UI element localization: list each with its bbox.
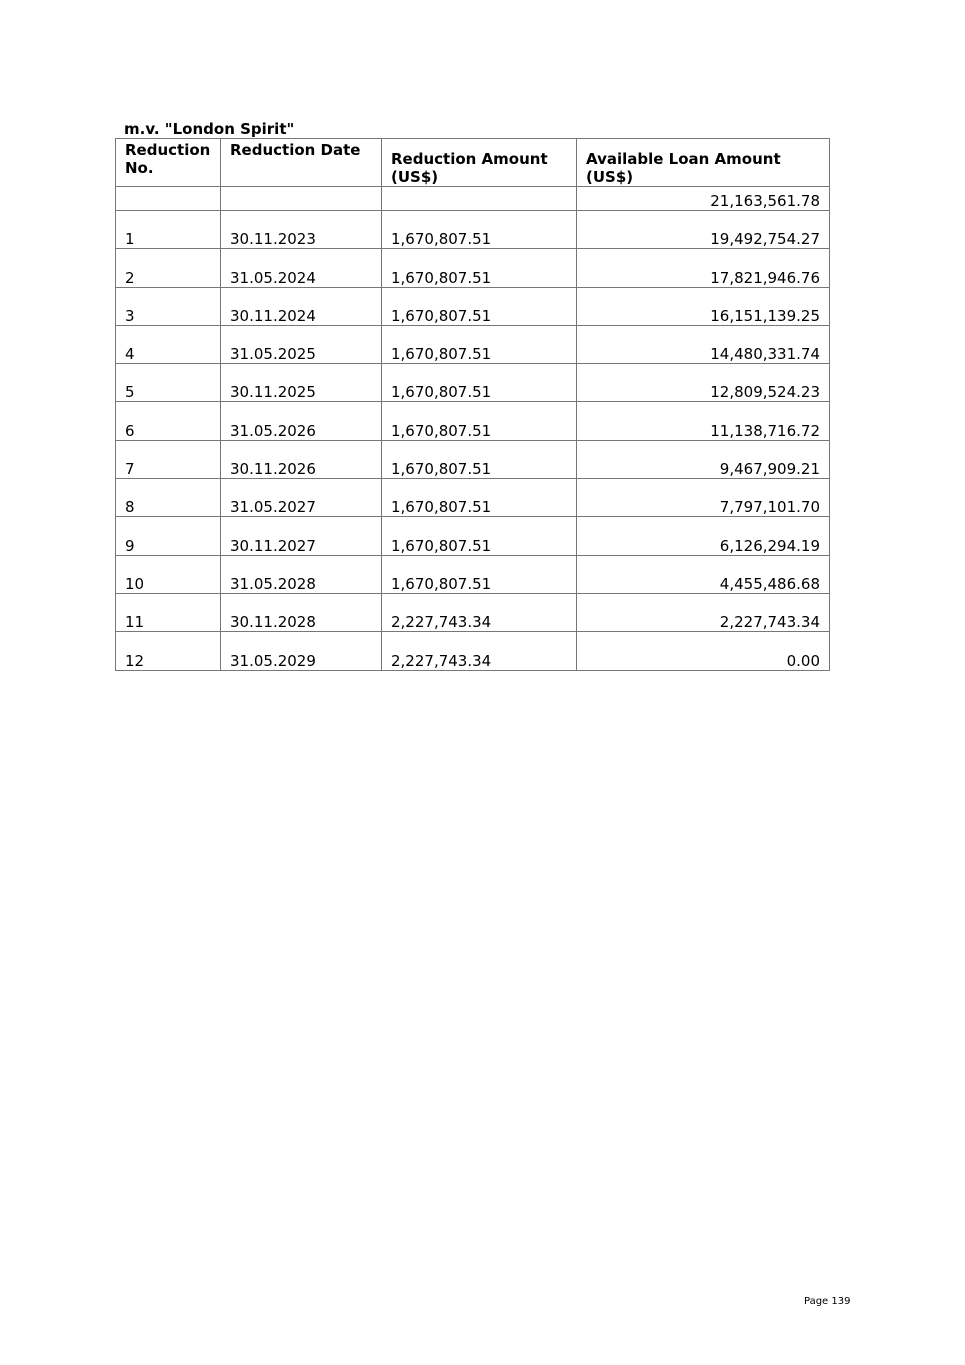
table-row (116, 593, 830, 631)
cell-reduction-amount: 1,670,807.51 (382, 287, 577, 325)
opening-balance-row (116, 187, 830, 211)
cell-reduction-date: 31.05.2025 (221, 325, 382, 363)
cell-reduction-amount: 1,670,807.51 (382, 402, 577, 440)
cell-reduction-amount: 1,670,807.51 (382, 440, 577, 478)
empty-cell (116, 187, 221, 211)
cell-reduction-date: 31.05.2026 (221, 402, 382, 440)
page-number: Page 139 (804, 1296, 851, 1307)
cell-reduction-amount: 2,227,743.34 (382, 593, 577, 631)
cell-available-loan-amount: 6,126,294.19 (577, 517, 830, 555)
cell-reduction-amount: 1,670,807.51 (382, 479, 577, 517)
cell-reduction-date: 30.11.2027 (221, 517, 382, 555)
cell-reduction-date: 30.11.2023 (221, 211, 382, 249)
cell-available-loan-amount: 4,455,486.68 (577, 555, 830, 593)
cell-available-loan-amount: 9,467,909.21 (577, 440, 830, 478)
header-available-loan-amount: Available Loan Amount (US$) (577, 139, 830, 187)
table-row (116, 555, 830, 593)
cell-reduction-date: 30.11.2024 (221, 287, 382, 325)
table-row (116, 479, 830, 517)
cell-reduction-no: 8 (116, 479, 221, 517)
cell-available-loan-amount: 17,821,946.76 (577, 249, 830, 287)
opening-balance: 21,163,561.78 (577, 187, 830, 211)
cell-reduction-amount: 1,670,807.51 (382, 211, 577, 249)
table-row (116, 402, 830, 440)
empty-cell (221, 187, 382, 211)
cell-reduction-no: 4 (116, 325, 221, 363)
table-row (116, 364, 830, 402)
table-row (116, 440, 830, 478)
cell-reduction-amount: 2,227,743.34 (382, 632, 577, 670)
cell-available-loan-amount: 14,480,331.74 (577, 325, 830, 363)
cell-reduction-no: 5 (116, 364, 221, 402)
cell-available-loan-amount: 16,151,139.25 (577, 287, 830, 325)
cell-available-loan-amount: 0.00 (577, 632, 830, 670)
header-reduction-no: Reduction No. (116, 139, 221, 187)
cell-available-loan-amount: 7,797,101.70 (577, 479, 830, 517)
cell-reduction-amount: 1,670,807.51 (382, 364, 577, 402)
header-reduction-date: Reduction Date (221, 139, 382, 187)
cell-available-loan-amount: 12,809,524.23 (577, 364, 830, 402)
cell-reduction-date: 31.05.2024 (221, 249, 382, 287)
table-row (116, 325, 830, 363)
cell-reduction-amount: 1,670,807.51 (382, 555, 577, 593)
cell-reduction-date: 31.05.2028 (221, 555, 382, 593)
header-reduction-amount: Reduction Amount (US$) (382, 139, 577, 187)
cell-reduction-no: 12 (116, 632, 221, 670)
cell-reduction-no: 9 (116, 517, 221, 555)
table-row (116, 211, 830, 249)
cell-reduction-amount: 1,670,807.51 (382, 325, 577, 363)
cell-available-loan-amount: 2,227,743.34 (577, 593, 830, 631)
cell-reduction-date: 30.11.2028 (221, 593, 382, 631)
reduction-schedule-table (115, 138, 830, 671)
cell-reduction-no: 7 (116, 440, 221, 478)
cell-reduction-date: 30.11.2026 (221, 440, 382, 478)
cell-reduction-no: 11 (116, 593, 221, 631)
empty-cell (382, 187, 577, 211)
cell-reduction-no: 2 (116, 249, 221, 287)
table-row (116, 287, 830, 325)
cell-reduction-date: 31.05.2029 (221, 632, 382, 670)
cell-reduction-no: 6 (116, 402, 221, 440)
table-row (116, 632, 830, 670)
cell-reduction-date: 30.11.2025 (221, 364, 382, 402)
cell-reduction-no: 3 (116, 287, 221, 325)
table-header-row (116, 139, 830, 187)
cell-reduction-no: 10 (116, 555, 221, 593)
cell-available-loan-amount: 11,138,716.72 (577, 402, 830, 440)
table-row (116, 249, 830, 287)
table-row (116, 517, 830, 555)
cell-reduction-date: 31.05.2027 (221, 479, 382, 517)
cell-reduction-no: 1 (116, 211, 221, 249)
cell-reduction-amount: 1,670,807.51 (382, 249, 577, 287)
cell-reduction-amount: 1,670,807.51 (382, 517, 577, 555)
vessel-title: m.v. "London Spirit" (124, 120, 295, 138)
cell-available-loan-amount: 19,492,754.27 (577, 211, 830, 249)
